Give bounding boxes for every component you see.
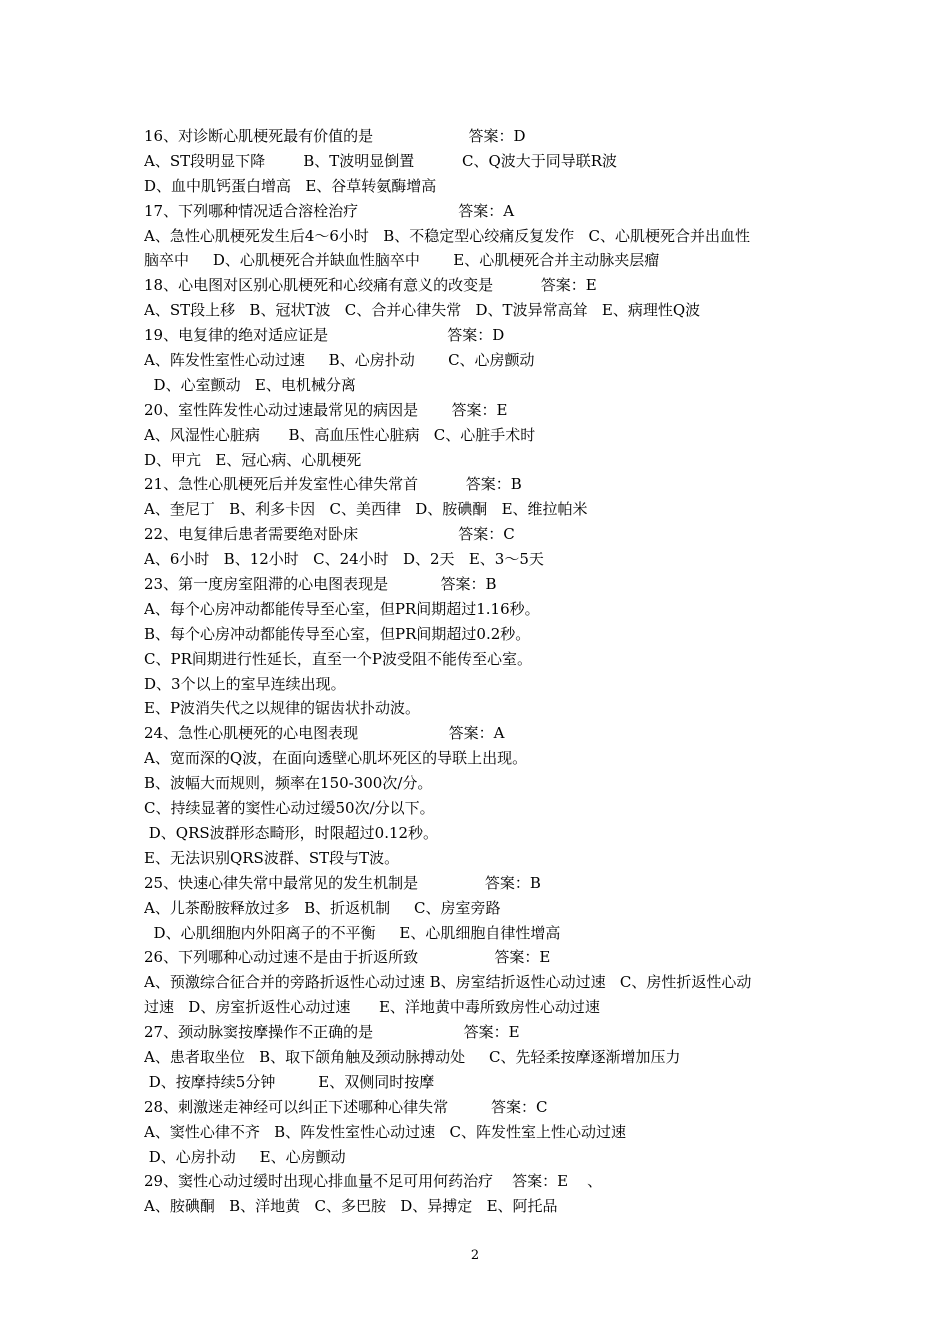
text-line: 18、心电图对区别心肌梗死和心绞痛有意义的改变是 答案：E [144,276,597,295]
text-line: C、持续显著的窦性心动过缓50次/分以下。 [144,799,435,818]
text-line: A、ST段上移 B、冠状T波 C、合并心律失常 D、T波异常高耸 E、病理性Q波 [144,301,701,320]
text-line: 19、电复律的绝对适应证是 答案：D [144,326,505,345]
text-line: B、波幅大而规则，频率在150-300次/分。 [144,774,433,793]
text-line: 21、急性心肌梗死后并发室性心律失常首 答案：B [144,475,522,494]
text-line: 过速 D、房室折返性心动过速 E、洋地黄中毒所致房性心动过速 [144,998,600,1017]
text-line: D、3个以上的室早连续出现。 [144,674,346,693]
text-line: A、阵发性室性心动过速 B、心房扑动 C、心房颤动 [144,351,535,370]
text-line: A、窦性心律不齐 B、阵发性室性心动过速 C、阵发性室上性心动过速 [144,1122,626,1141]
text-line: 脑卒中 D、心肌梗死合并缺血性脑卒中 E、心肌梗死合并主动脉夹层瘤 [144,251,660,270]
text-line: 26、下列哪种心动过速不是由于折返所致 答案：E [144,948,551,967]
text-line: A、儿茶酚胺释放过多 B、折返机制 C、房室旁路 [144,898,501,917]
text-line: 20、室性阵发性心动过速最常见的病因是 答案：E [144,400,508,419]
question-list [144,124,824,1219]
text-line: 27、颈动脉窦按摩操作不正确的是 答案：E [144,1023,520,1042]
text-line: A、奎尼丁 B、利多卡因 C、美西律 D、胺碘酮 E、维拉帕米 [144,500,588,519]
page-number: 2 [470,1248,480,1263]
text-line: D、按摩持续5分钟 E、双侧同时按摩 [144,1072,435,1091]
text-line: A、每个心房冲动都能传导至心室，但PR间期超过1.16秒。 [144,599,540,618]
text-line: 23、第一度房室阻滞的心电图表现是 答案：B [144,575,497,594]
text-line: A、风湿性心脏病 B、高血压性心脏病 C、心脏手术时 [144,425,536,444]
text-line: D、血中肌钙蛋白增高 E、谷草转氨酶增高 [144,176,437,195]
text-line: A、6小时 B、12小时 C、24小时 D、2天 E、3～5天 [144,550,544,569]
text-line: D、QRS波群形态畸形，时限超过0.12秒。 [144,823,439,842]
text-line: D、心肌细胞内外阳离子的不平衡 E、心肌细胞自律性增高 [144,923,561,942]
text-line: A、患者取坐位 B、取下颌角触及颈动脉搏动处 C、先轻柔按摩逐渐增加压力 [144,1047,681,1066]
text-line: 28、刺激迷走神经可以纠正下述哪种心律失常 答案：C [144,1097,548,1116]
text-line: B、每个心房冲动都能传导至心室，但PR间期超过0.2秒。 [144,624,531,643]
text-line: A、宽而深的Q波，在面向透壁心肌坏死区的导联上出现。 [144,749,528,768]
text-line: A、急性心肌梗死发生后4～6小时 B、不稳定型心绞痛反复发作 C、心肌梗死合并出血性 [144,226,751,245]
text-line: 25、快速心律失常中最常见的发生机制是 答案：B [144,873,541,892]
text-line: A、预激综合征合并的旁路折返性心动过速 B、房室结折返性心动过速 C、房性折返性心动 [144,973,752,992]
text-line: 16、对诊断心肌梗死最有价值的是 答案：D [144,127,526,145]
text-line: D、甲亢 E、冠心病、心肌梗死 [144,450,362,469]
text-line: 24、急性心肌梗死的心电图表现 答案：A [144,724,505,743]
text-line: D、心室颤动 E、电机械分离 [144,375,356,394]
text-line: E、无法识别QRS波群、ST段与T波。 [144,848,400,867]
text-line: 29、窦性心动过缓时出现心排血量不足可用何药治疗 答案：E 、 [144,1172,603,1191]
text-line: A、胺碘酮 B、洋地黄 C、多巴胺 D、异搏定 E、阿托品 [144,1197,558,1216]
text-line: 17、下列哪种情况适合溶栓治疗 答案：A [144,201,515,220]
text-line: E、P波消失代之以规律的锯齿状扑动波。 [144,699,421,718]
text-line: C、PR间期进行性延长，直至一个P波受阻不能传至心室。 [144,649,532,668]
text-line: A、ST段明显下降 B、T波明显倒置 C、Q波大于同导联R波 [144,151,618,170]
text-line: D、心房扑动 E、心房颤动 [144,1147,346,1166]
text-line: 22、电复律后患者需要绝对卧床 答案：C [144,525,515,544]
